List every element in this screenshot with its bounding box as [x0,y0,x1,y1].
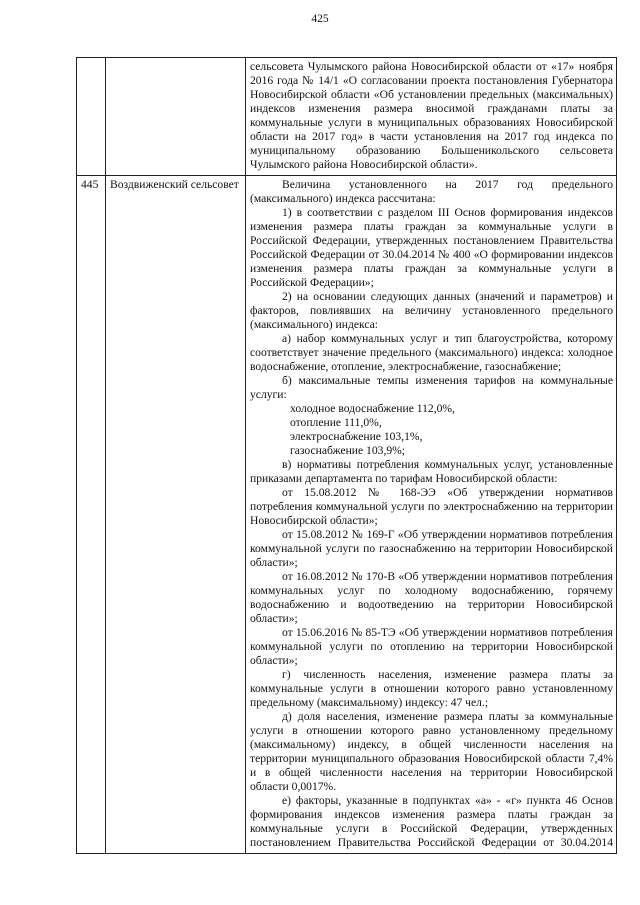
municipality-cell: Воздвиженский сельсовет [106,176,246,854]
table-row [77,176,617,854]
description-cell [246,176,617,854]
order-paragraph: от 15.06.2016 № 85-ТЭ «Об утверждении нормативов потребления коммунальной услуги по отоплению на территории Новосибирской области»; [250,626,613,667]
tariff-line: газоснабжение 103,9%; [290,444,406,457]
paragraph-b: б) максимальные темпы изменения тарифов на коммунальные услуги: [250,374,613,401]
row-number-cell: 445 [77,176,106,854]
paragraph-1: 1) в соответствии с разделом III Основ формирования индексов изменения размера платы граждан за коммунальные услуги в Российской Федерации, утвержденных постановлением Правительства Российской Федерации от 30.04.2014 № 400 «О формировании индексов изменения размера платы граждан за коммунальные услуги в Российской Федерации»; [250,206,613,289]
paragraph: сельсовета Чулымского района Новосибирской области от «17» ноября 2016 года № 14/1 «О согласовании проекта постановления Губернатора Новосибирской области «Об установлении предельных (максимальных) индексов изменения размера вносимой гражданами платы за коммунальные услуги в муниципальных образованиях Новосибирской области на 2017 год» в части установления на 2017 год индекса по муниципальному образованию Большеникольского сельсовета Чулымского района Новосибирской области». [250,60,613,171]
paragraph-d: д) доля населения, изменение размера платы за коммунальные услуги в отношении которого равно установленному предельному (максимальному) индексу, в общей численности населения на территории муниципального образования Новосибирской области 7,4% и в общей численности населения на территории Новосибирской области 0,0017%. [250,710,613,793]
tariff-line: холодное водоснабжение 112,0%, [290,402,455,415]
municipality-cell [106,58,246,176]
tariff-line: отопление 111,0%, [290,416,382,429]
order-paragraph: от 15.08.2012 № 168-ЭЭ «Об утверждении нормативов потребления коммунальной услуги по электроснабжению на территории Новосибирской области»; [250,486,613,527]
intro-paragraph: Величина установленного на 2017 год предельного (максимального) индекса рассчитана: [250,178,613,205]
paragraph-v: в) нормативы потребления коммунальных услуг, установленные приказами департамента по тарифам Новосибирской области: [250,458,613,485]
page-number: 425 [311,13,329,25]
table-row [77,58,617,176]
tariff-line: электроснабжение 103,1%, [290,430,423,443]
order-paragraph: от 16.08.2012 № 170-В «Об утверждении нормативов потребления коммунальных услуг по холодному водоснабжению, горячему водоснабжению и водоотведению на территории Новосибирской области»; [250,570,613,625]
document-table [76,57,617,854]
paragraph-e: е) факторы, указанные в подпунктах «а» - «г» пункта 46 Основ формирования индексов изменения размера платы граждан за коммунальные услуги в Российской Федерации, утвержденных постановлением Правительства Российской Федерации от 30.04.2014 [250,794,613,849]
description-cell [246,58,617,176]
paragraph-2: 2) на основании следующих данных (значений и параметров) и факторов, повлиявших на величину установленного предельного (максимального) индекса: [250,290,613,331]
paragraph-a: а) набор коммунальных услуг и тип благоустройства, которому соответствует значение предельного (максимального) индекса: холодное водоснабжение, отопление, электроснабжение, газоснабжение; [250,332,613,373]
order-paragraph: от 15.08.2012 № 169-Г «Об утверждении нормативов потребления коммунальной услуги по газоснабжению на территории Новосибирской области»; [250,528,613,569]
paragraph-g: г) численность населения, изменение размера платы за коммунальные услуги в отношении которого равно установленному предельному (максимальному) индексу: 47 чел.; [250,668,613,709]
row-number-cell [77,58,106,176]
